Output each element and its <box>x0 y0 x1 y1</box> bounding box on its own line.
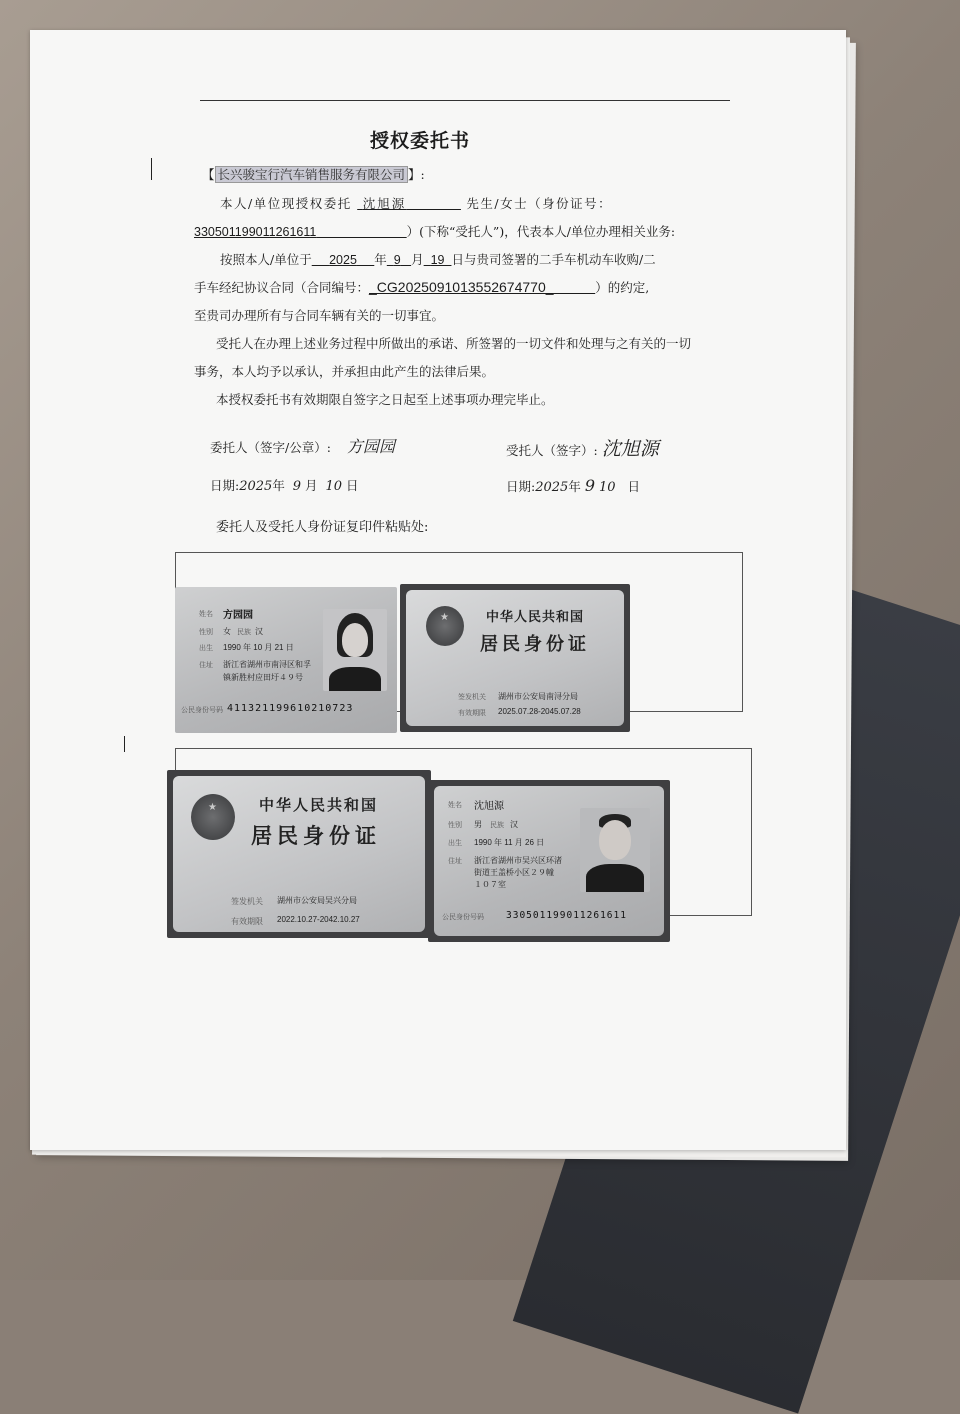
principal-label: 委托人（签字/公章）: <box>210 440 331 455</box>
id-address: 街道王盖桥小区２９幢 <box>474 868 554 877</box>
contract-number: _CG2025091013552674770_ <box>369 279 554 295</box>
id-doc-title: 居民身份证 <box>480 634 590 655</box>
id-sex: 男 <box>474 820 482 829</box>
id-label: 姓名 <box>199 611 213 618</box>
id-label: 签发机关 <box>458 694 486 701</box>
id-label: 住址 <box>448 858 462 865</box>
bracket-open: 【 <box>202 167 215 182</box>
date-year: 2025 <box>239 479 273 494</box>
agent-signature-line <box>506 434 726 461</box>
text-segment: 日 <box>627 479 640 494</box>
paragraph-line-5: 至贵司办理所有与合同车辆有关的一切事宜。 <box>194 308 445 323</box>
id-validity: 2022.10.27-2042.10.27 <box>277 915 360 924</box>
principal-id-front <box>175 587 397 733</box>
id-birth: 1990 年 11 月 26 日 <box>474 838 545 847</box>
margin-mark <box>124 736 125 752</box>
id-address: １０７室 <box>474 880 506 889</box>
text-segment: 手车经纪协议合同（合同编号： <box>194 280 370 295</box>
id-address: 浙江省湖州市吴兴区环渚 <box>474 856 562 865</box>
id-address: 浙江省湖州市南浔区和孚 <box>223 660 311 669</box>
id-label: 性别 <box>199 629 213 636</box>
paragraph-line-7: 事务，本人均予以承认，并承担由此产生的法律后果。 <box>194 364 495 379</box>
paragraph-line-6: 受托人在办理上述业务过程中所做出的承诺、所签署的一切文件和处理与之有关的一切 <box>216 336 692 351</box>
id-label: 公民身份号码 <box>442 914 484 921</box>
date-day: 10 <box>598 480 616 495</box>
id-label: 出生 <box>448 840 462 847</box>
agent-id-front <box>428 780 670 942</box>
national-emblem-icon: ★ <box>191 794 235 840</box>
text-segment: 年 <box>272 478 285 493</box>
agent-id-number: 330501199011261611 <box>194 225 317 239</box>
principal-signature: 方园园 <box>346 437 395 456</box>
date-month: 9 <box>584 476 595 495</box>
id-issuer: 湖州市公安局南浔分局 <box>498 692 578 701</box>
id-label: 民族 <box>490 822 504 829</box>
id-sex: 女 <box>223 627 231 636</box>
date-label: 日期: <box>210 478 240 493</box>
id-ethnic: 汉 <box>510 820 518 829</box>
id-name: 沈旭源 <box>474 801 504 812</box>
id-label: 有效期限 <box>231 917 263 926</box>
paragraph-line-1 <box>220 194 760 212</box>
id-address: 镇新胜村应田圩４９号 <box>223 673 303 682</box>
id-photo <box>323 609 387 691</box>
agent-signature: 沈旭源 <box>601 438 659 460</box>
text-segment: 本人/单位现授权委托 <box>220 196 352 211</box>
bracket-close: 】: <box>408 167 425 182</box>
authorization-letter-page <box>30 30 846 1150</box>
addressee-line <box>202 165 742 183</box>
paragraph-line-2 <box>194 222 734 240</box>
id-photo <box>580 808 650 892</box>
id-number: 411321199610210723 <box>227 703 354 714</box>
id-label: 民族 <box>237 629 251 636</box>
text-segment: 日与贵司签署的二手车机动车收购/二 <box>451 252 656 267</box>
id-label: 住址 <box>199 662 213 669</box>
text-segment: 年 <box>568 479 581 494</box>
document-title: 授权委托书 <box>369 130 470 152</box>
id-label: 姓名 <box>448 802 462 809</box>
id-label: 出生 <box>199 645 213 652</box>
id-label: 签发机关 <box>231 897 263 906</box>
paragraph-line-4 <box>194 278 734 296</box>
company-name: 长兴骏宝行汽车销售服务有限公司 <box>215 166 409 183</box>
text-segment: 按照本人/单位于 <box>220 252 312 267</box>
margin-mark <box>151 158 152 180</box>
id-ethnic: 汉 <box>255 627 263 636</box>
id-label: 性别 <box>448 822 462 829</box>
paragraph-line-8: 本授权委托书有效期限自签字之日起至上述事项办理完毕止。 <box>216 392 554 407</box>
id-birth: 1990 年 10 月 21 日 <box>223 643 294 652</box>
agent-id-back <box>167 770 431 938</box>
agent-label: 受托人（签字）: <box>506 443 598 458</box>
id-number: 330501199011261611 <box>506 910 627 921</box>
id-issuer: 湖州市公安局吴兴分局 <box>277 896 357 905</box>
date-day: 10 <box>325 479 343 494</box>
id-paste-label: 委托人及受托人身份证复印件粘贴处: <box>216 520 429 535</box>
text-segment: ）(下称“受托人”)，代表本人/单位办理相关业务: <box>406 224 676 239</box>
sign-day: 19 <box>430 253 445 267</box>
date-month: 9 <box>292 479 302 494</box>
text-segment: ）的约定, <box>595 280 650 295</box>
text-segment: 日 <box>346 478 359 493</box>
id-country: 中华人民共和国 <box>259 796 379 814</box>
header-rule <box>200 100 730 101</box>
text-segment: 月 <box>411 252 424 267</box>
date-year: 2025 <box>535 480 569 495</box>
agent-name: 沈旭源 <box>362 197 407 211</box>
id-country: 中华人民共和国 <box>486 610 585 625</box>
text-segment: 先生/女士（身份证号： <box>466 196 613 211</box>
id-doc-title: 居民身份证 <box>251 823 381 848</box>
text-segment: 年 <box>374 252 387 267</box>
text-segment: 月 <box>305 478 318 493</box>
sign-month: 9 <box>393 253 401 267</box>
paragraph-line-3 <box>220 250 760 268</box>
id-validity: 2025.07.28-2045.07.28 <box>498 707 581 716</box>
sign-year: 2025 <box>329 253 357 267</box>
principal-date-line <box>210 476 410 494</box>
id-name: 方园园 <box>223 610 253 621</box>
id-label: 有效期限 <box>458 710 486 717</box>
national-emblem-icon: ★ <box>426 606 464 646</box>
agent-date-line <box>506 476 726 495</box>
principal-id-back <box>400 584 630 732</box>
date-label: 日期: <box>506 479 536 494</box>
id-label: 公民身份号码 <box>181 707 223 714</box>
